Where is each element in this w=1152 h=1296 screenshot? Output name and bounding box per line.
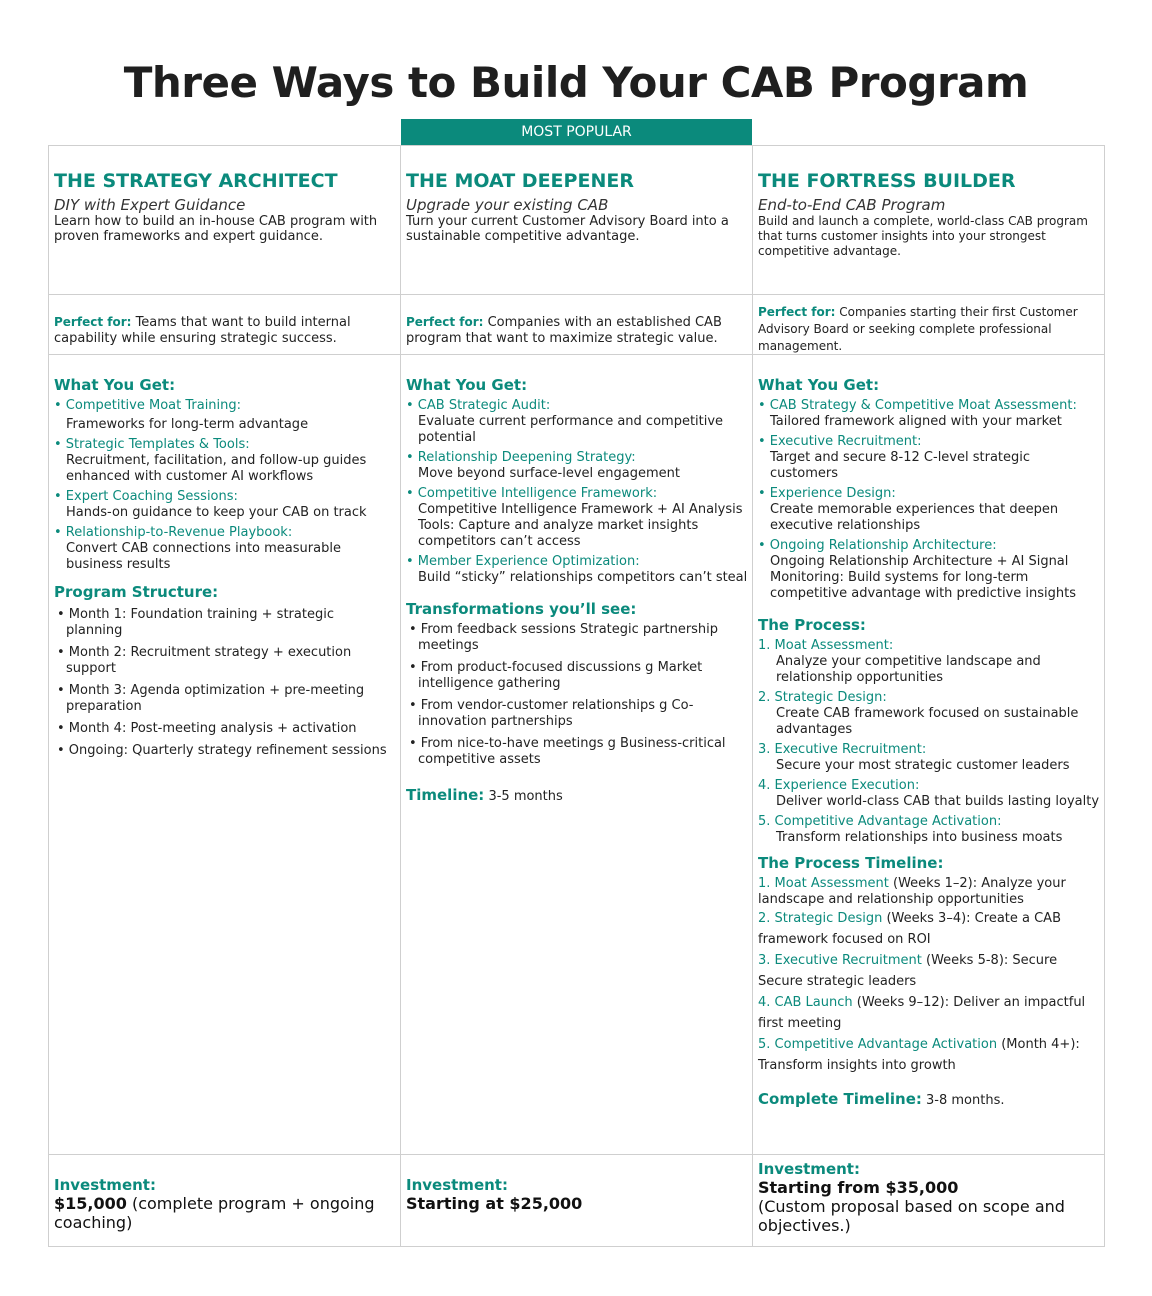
list-item: • From nice-to-have meetings g Business-critical competitive assets <box>409 736 726 767</box>
item-title: • CAB Strategic Audit: <box>406 398 551 413</box>
step-title: 2. Strategic Design: <box>758 690 887 705</box>
perfect-for <box>758 304 1098 355</box>
plan-details-strategy-architect <box>54 376 394 759</box>
price: Starting from $35,000 <box>758 1178 959 1197</box>
row-divider <box>49 294 1104 295</box>
list-item <box>54 437 394 485</box>
step-title: 1. Moat Assessment: <box>758 638 894 653</box>
step-desc: (Month 4+): Transform insights into growth <box>758 1037 1080 1073</box>
list-item: • Month 2: Recruitment strategy + execution support <box>57 645 352 676</box>
perfect-for-text: Teams that want to build internal capability while ensuring strategic success. <box>54 315 351 346</box>
list-item <box>54 398 394 433</box>
item-desc: Move beyond surface-level engagement <box>418 466 680 481</box>
item-title: • Executive Recruitment: <box>758 434 922 449</box>
plan-header-fortress-builder <box>758 170 1098 259</box>
item-title: • Expert Coaching Sessions: <box>54 489 238 504</box>
timeline-label: Timeline: <box>406 786 485 804</box>
step-desc: (Weeks 1–2): Analyze your landscape and relationship opportunities <box>758 876 1066 907</box>
price: $15,000 <box>54 1194 127 1213</box>
perfect-for-label: Perfect for: <box>758 305 836 319</box>
plan-details-moat-deepener <box>406 376 748 804</box>
item-desc: Build “sticky” relationships competitors can’t steal <box>418 570 748 585</box>
step-title: 5. Competitive Advantage Activation <box>758 1037 998 1052</box>
item-title: • Ongoing Relationship Architecture: <box>758 538 997 553</box>
column-divider <box>752 146 753 1246</box>
item-desc: Hands-on guidance to keep your CAB on track <box>66 505 367 520</box>
list-item <box>758 434 1100 482</box>
step-desc: (Weeks 9–12): Deliver an impactful first meeting <box>758 995 1086 1031</box>
plan-name: THE FORTRESS BUILDER <box>758 170 1016 192</box>
step-title: 2. Strategic Design <box>758 911 883 926</box>
process-step <box>758 742 1100 774</box>
item-desc: Tailored framework aligned with your market <box>770 414 1062 429</box>
perfect-for <box>406 314 746 347</box>
list-item: • From feedback sessions Strategic partnership meetings <box>409 622 719 653</box>
investment-heading: Investment: <box>758 1160 860 1178</box>
most-popular-badge: MOST POPULAR <box>401 119 752 146</box>
row-divider <box>49 1154 1104 1155</box>
plan-description: Turn your current Customer Advisory Board into a sustainable competitive advantage. <box>406 214 729 244</box>
list-item: • From product-focused discussions g Market intelligence gathering <box>409 660 703 691</box>
item-title: • CAB Strategy & Competitive Moat Assessment: <box>758 398 1077 413</box>
item-title: • Member Experience Optimization: <box>406 554 640 569</box>
what-you-get-heading: What You Get: <box>406 376 528 394</box>
price: Starting at $25,000 <box>406 1194 583 1213</box>
process-step <box>758 778 1100 810</box>
item-title: • Competitive Moat Training: <box>54 398 242 413</box>
transformations-heading: Transformations you’ll see: <box>406 600 637 618</box>
step-desc: Create CAB framework focused on sustainable advantages <box>776 706 1079 737</box>
plan-subtitle: Upgrade your existing CAB <box>406 196 609 214</box>
process-timeline-heading: The Process Timeline: <box>758 854 944 872</box>
list-item <box>406 486 748 550</box>
timeline-step <box>758 908 1100 950</box>
list-item: • Month 3: Agenda optimization + pre-meeting preparation <box>57 683 365 714</box>
item-title: • Competitive Intelligence Framework: <box>406 486 658 501</box>
plan-header-moat-deepener <box>406 170 746 244</box>
plan-subtitle: DIY with Expert Guidance <box>54 196 246 214</box>
pricing-table <box>48 145 1105 1247</box>
what-you-get-heading: What You Get: <box>54 376 176 394</box>
perfect-for-label: Perfect for: <box>406 315 484 329</box>
timeline-step <box>758 992 1100 1034</box>
step-title: 3. Executive Recruitment: <box>758 742 927 757</box>
program-structure-heading: Program Structure: <box>54 583 219 601</box>
investment-price <box>406 1194 746 1213</box>
plan-subtitle: End-to-End CAB Program <box>758 196 946 214</box>
timeline-step <box>758 876 1100 908</box>
column-divider <box>400 146 401 1246</box>
investment-note: (Custom proposal based on scope and objectives.) <box>758 1197 1065 1235</box>
plan-description: Learn how to build an in-house CAB program with proven frameworks and expert guidance. <box>54 214 378 244</box>
process-step <box>758 638 1100 686</box>
list-item <box>406 450 748 482</box>
timeline-value: 3-8 months. <box>926 1093 1005 1108</box>
item-title: • Strategic Templates & Tools: <box>54 437 250 452</box>
item-desc: Ongoing Relationship Architecture + AI Signal Monitoring: Build systems for long-term competitive advantage with predictive insights <box>770 554 1076 601</box>
list-item <box>406 398 748 446</box>
plan-details-fortress-builder <box>758 376 1100 1108</box>
item-title: • Experience Design: <box>758 486 896 501</box>
step-title: 1. Moat Assessment <box>758 876 889 891</box>
perfect-for <box>54 314 394 347</box>
item-title: • Relationship-to-Revenue Playbook: <box>54 525 293 540</box>
timeline <box>406 786 748 804</box>
process-heading: The Process: <box>758 616 866 634</box>
plan-name: THE STRATEGY ARCHITECT <box>54 170 338 192</box>
item-desc: Evaluate current performance and competitive potential <box>418 414 724 445</box>
perfect-for-label: Perfect for: <box>54 315 132 329</box>
list-item <box>758 398 1100 430</box>
step-desc: (Weeks 3–4): Create a CAB framework focused on ROI <box>758 911 1061 947</box>
investment-price <box>54 1194 394 1232</box>
step-desc: Analyze your competitive landscape and relationship opportunities <box>776 654 1041 685</box>
plan-name: THE MOAT DEEPENER <box>406 170 634 192</box>
step-title: 5. Competitive Advantage Activation: <box>758 814 1002 829</box>
price-note: (complete program + ongoing coaching) <box>54 1194 375 1232</box>
perfect-for-text: Companies starting their first Customer Advisory Board or seeking complete professional management. <box>758 305 1078 353</box>
step-title: 3. Executive Recruitment <box>758 953 922 968</box>
process-step <box>758 690 1100 738</box>
step-title: 4. CAB Launch <box>758 995 853 1010</box>
step-desc: Transform relationships into business moats <box>776 830 1063 845</box>
timeline-step <box>758 950 1100 992</box>
list-item: • Ongoing: Quarterly strategy refinement sessions <box>57 743 387 758</box>
plan-header-strategy-architect <box>54 170 394 244</box>
timeline-value: 3-5 months <box>488 789 563 804</box>
investment-price <box>758 1178 1098 1197</box>
plan-description: Build and launch a complete, world-class CAB program that turns customer insights into your strongest competitive advantage. <box>758 214 1088 258</box>
list-item <box>758 486 1100 534</box>
list-item <box>758 538 1100 602</box>
item-desc: Recruitment, facilitation, and follow-up guides enhanced with customer AI workflows <box>66 453 367 484</box>
page-title: Three Ways to Build Your CAB Program <box>123 58 1029 107</box>
list-item <box>406 554 748 586</box>
list-item <box>54 525 394 573</box>
item-desc: Competitive Intelligence Framework + AI Analysis Tools: Capture and analyze market insights competitors can’t access <box>418 502 743 549</box>
item-desc: Create memorable experiences that deepen executive relationships <box>770 502 1059 533</box>
item-title: • Relationship Deepening Strategy: <box>406 450 636 465</box>
item-desc: Convert CAB connections into measurable business results <box>66 541 341 572</box>
investment-heading: Investment: <box>54 1176 156 1194</box>
timeline-label: Complete Timeline: <box>758 1090 922 1108</box>
investment-fortress-builder <box>758 1160 1098 1235</box>
item-desc: Target and secure 8-12 C-level strategic customers <box>770 450 1031 481</box>
complete-timeline <box>758 1090 1100 1108</box>
list-item: • Month 1: Foundation training + strategic planning <box>57 607 334 638</box>
what-you-get-heading: What You Get: <box>758 376 880 394</box>
step-title: 4. Experience Execution: <box>758 778 920 793</box>
perfect-for-text: Companies with an established CAB program that want to maximize strategic value. <box>406 315 722 346</box>
investment-moat-deepener <box>406 1176 746 1213</box>
step-desc: Secure your most strategic customer leaders <box>776 758 1070 773</box>
process-step <box>758 814 1100 846</box>
list-item: • From vendor-customer relationships g Co-innovation partnerships <box>409 698 694 729</box>
timeline-step <box>758 1034 1100 1076</box>
step-desc: (Weeks 5-8): Secure Secure strategic leaders <box>758 953 1058 989</box>
item-desc: Frameworks for long-term advantage <box>66 417 309 432</box>
step-desc: Deliver world-class CAB that builds lasting loyalty <box>776 794 1100 809</box>
investment-strategy-architect <box>54 1176 394 1232</box>
list-item <box>54 489 394 521</box>
investment-heading: Investment: <box>406 1176 508 1194</box>
list-item: • Month 4: Post-meeting analysis + activation <box>57 721 357 736</box>
